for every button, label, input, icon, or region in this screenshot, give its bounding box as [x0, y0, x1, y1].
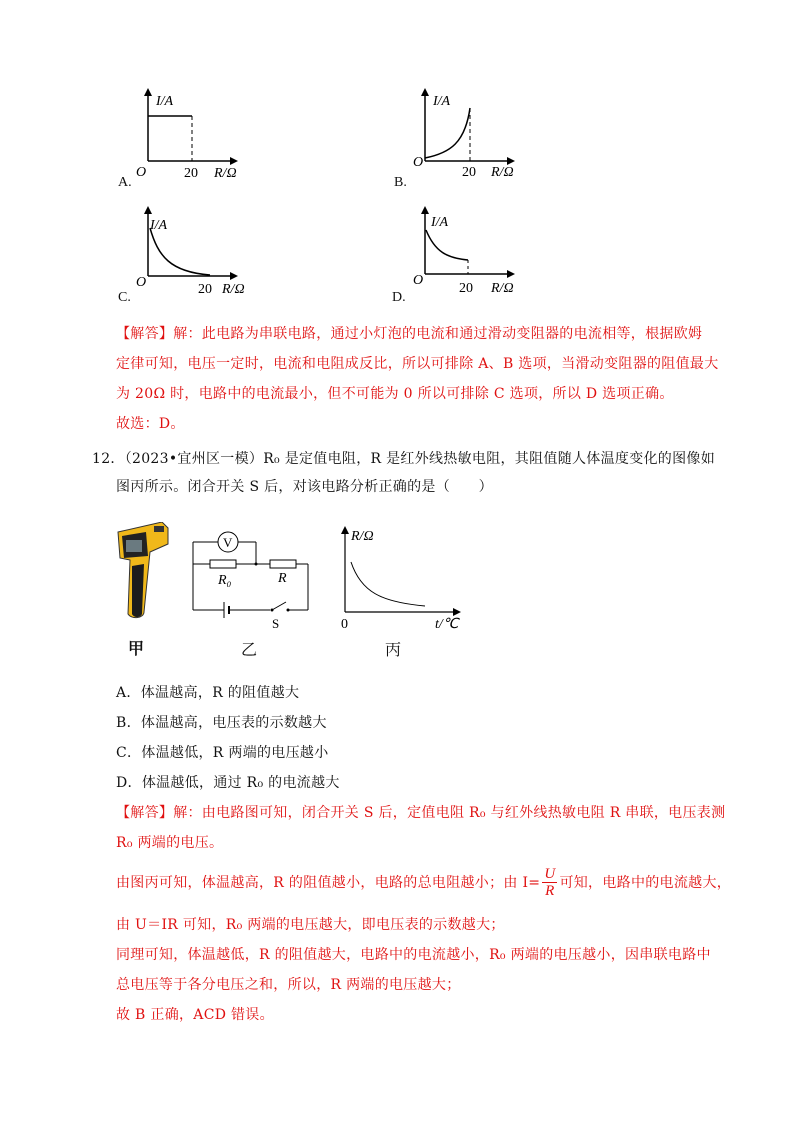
q12-answer-line5: 同理可知，体温越低，R 的阻值越大，电路中的电流越小，R₀ 两端的电压越小，因串联电路中 [116, 947, 711, 963]
graph-c [110, 206, 270, 306]
q11-answer-line2: 定律可知，电压一定时，电流和电阻成反比，所以可排除 A、B 选项，当滑动变阻器的阻值最大 [116, 356, 719, 372]
graph-b-figure [395, 88, 555, 193]
graph-b-yaxis: I/A [433, 94, 451, 109]
graph-b-letter: B. [394, 175, 407, 190]
temperature-graph [335, 522, 480, 634]
q12-answer-line6: 总电压等于各分电压之和，所以，R 两端的电压越大； [116, 977, 461, 993]
circuit-diagram [188, 522, 318, 632]
q11-answer-line1: 【解答】解：此电路为串联电路，通过小灯泡的电流和通过滑动变阻器的电流相等，根据欧姆 [116, 326, 703, 342]
option-a[interactable]: A．体温越高，R 的阻值越大 [116, 685, 300, 701]
q11-answer-line3: 为 20Ω 时，电路中的电流最小，但不可能为 0 所以可排除 C 选项，所以 D 选项正确。 [116, 386, 674, 402]
switch-label: S [272, 616, 280, 631]
graph-b-tick: 20 [462, 165, 476, 180]
caption-yi: 乙 [241, 642, 258, 659]
graph-a-tick: 20 [184, 166, 198, 181]
graph-d-figure [395, 206, 555, 306]
graph-c-figure [110, 206, 270, 306]
graph-a-origin: O [136, 165, 147, 180]
caption-bing: 丙 [385, 642, 402, 659]
graph-d [395, 206, 555, 306]
graph-d-tick: 20 [459, 281, 473, 296]
graph-b [395, 88, 555, 193]
graph-a-letter: A. [118, 175, 132, 190]
option-b[interactable]: B．体温越高，电压表的示数越大 [116, 715, 327, 731]
graph-a-yaxis: I/A [156, 94, 174, 109]
q12-answer-line2: R₀ 两端的电压。 [116, 835, 224, 851]
r0-label: R₀ [218, 573, 232, 588]
graph-b-origin: O [413, 155, 424, 170]
graph-a [110, 88, 270, 193]
graph-c-letter: C. [118, 290, 131, 305]
graph-c-origin: O [136, 275, 147, 290]
q12-answer-line3: 由图丙可知，体温越高，R 的阻值越小，电路的总电阻越小；由 I= $\frac{U}{R}$ 可知，电路中的电流越大， [116, 866, 732, 899]
graph-c-tick: 20 [198, 282, 212, 297]
thermometer-gun-icon [110, 522, 172, 622]
graph-c-xaxis: R/Ω [222, 282, 245, 297]
answer-tag: 【解答】 [116, 326, 174, 342]
graph-d-origin: O [413, 273, 424, 288]
temp-graph-xaxis: t/℃ [435, 617, 459, 632]
graph-d-xaxis: R/Ω [491, 281, 514, 296]
graph-a-xaxis: R/Ω [214, 166, 237, 181]
ohms-law-fraction: $\frac{U}{R}$ [544, 866, 556, 899]
temp-graph-yaxis: R/Ω [351, 529, 374, 544]
circuit-figure [188, 522, 318, 632]
thermometer-image [110, 522, 172, 622]
r-label: R [278, 571, 287, 586]
q12-answer-line1: 【解答】解：由电路图可知，闭合开关 S 后，定值电阻 R₀ 与红外线热敏电阻 R 串联，电压表测 [116, 805, 726, 821]
temperature-graph-figure [335, 522, 480, 634]
graph-a-figure [110, 88, 270, 193]
q12-answer-line4: 由 U＝IR 可知，R₀ 两端的电压越大，即电压表的示数越大； [116, 917, 505, 933]
q12-answer-line7: 故 B 正确，ACD 错误。 [116, 1007, 274, 1023]
option-c[interactable]: C．体温越低，R 两端的电压越小 [116, 745, 329, 761]
graph-b-xaxis: R/Ω [491, 165, 514, 180]
q12-stem-line2: 图丙所示。闭合开关 S 后，对该电路分析正确的是（ ） [116, 479, 493, 495]
voltmeter-label: V [223, 535, 233, 550]
answer-tag: 【解答】 [116, 805, 174, 821]
temp-graph-origin: 0 [341, 617, 348, 632]
option-d[interactable]: D．体温越低，通过 R₀ 的电流越大 [116, 775, 340, 791]
graph-d-letter: D. [392, 290, 406, 305]
graph-c-yaxis: I/A [150, 218, 168, 233]
q11-answer-choice: 故选：D。 [116, 416, 185, 432]
graph-d-yaxis: I/A [431, 215, 449, 230]
q12-stem-line1: 12．（2023•宜州区一模）R₀ 是定值电阻，R 是红外线热敏电阻，其阻值随人体温度变化的图像如 [92, 451, 715, 467]
caption-jia: 甲 [128, 641, 145, 658]
